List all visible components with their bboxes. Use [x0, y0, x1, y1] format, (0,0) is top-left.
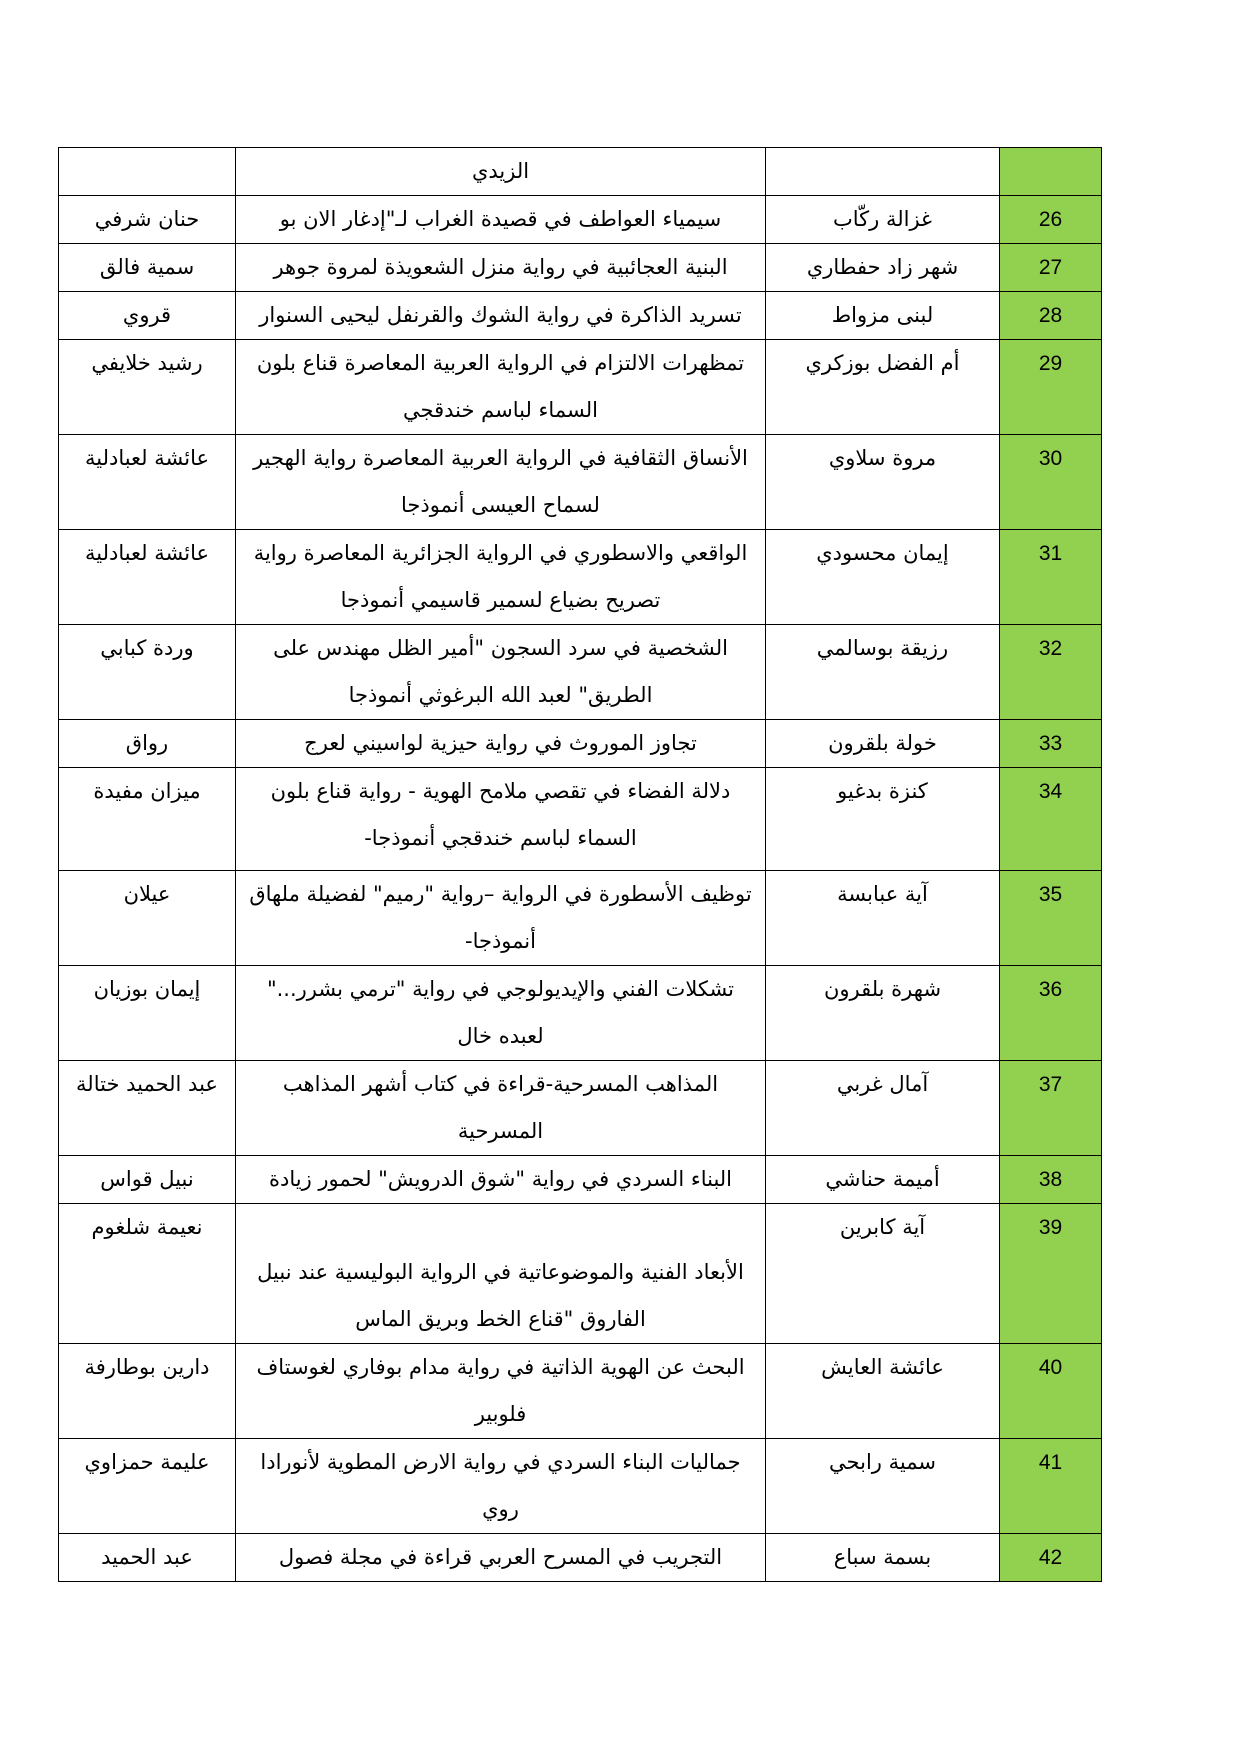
title-cell: تشكلات الفني والإيديولوجي في رواية "ترمي بشرر..." لعبده خال [236, 966, 766, 1061]
table-row [59, 1344, 1102, 1439]
supervisor-cell: حنان شرفي [59, 196, 236, 244]
student-cell: بسمة سباع [766, 1534, 1000, 1582]
table-row [59, 435, 1102, 530]
number-cell: 32 [1000, 625, 1102, 720]
table-row [59, 966, 1102, 1061]
table-row [59, 625, 1102, 720]
table-row [59, 871, 1102, 966]
title-cell: تسريد الذاكرة في رواية الشوك والقرنفل ليحيى السنوار [236, 292, 766, 340]
title-cell: دلالة الفضاء في تقصي ملامح الهوية - رواية قناع بلون السماء لباسم خندقجي أنموذجا- [236, 768, 766, 871]
student-cell [766, 148, 1000, 196]
student-cell: آمال غربي [766, 1061, 1000, 1156]
number-cell: 33 [1000, 720, 1102, 768]
table-row [59, 1439, 1102, 1534]
supervisor-cell: رواق [59, 720, 236, 768]
supervisor-cell: عبد الحميد [59, 1534, 236, 1582]
title-cell: الأبعاد الفنية والموضوعاتية في الرواية البوليسية عند نبيل الفاروق "قناع الخط وبريق الماس [236, 1204, 766, 1344]
student-cell: أم الفضل بوزكري [766, 340, 1000, 435]
table-row [59, 196, 1102, 244]
number-cell: 27 [1000, 244, 1102, 292]
student-cell: سمية رابحي [766, 1439, 1000, 1534]
supervisor-cell: وردة كبابي [59, 625, 236, 720]
supervisor-cell: رشيد خلايفي [59, 340, 236, 435]
number-cell: 37 [1000, 1061, 1102, 1156]
student-cell: غزالة ركّاب [766, 196, 1000, 244]
supervisor-cell: نعيمة شلغوم [59, 1204, 236, 1344]
student-cell: شهرة بلقرون [766, 966, 1000, 1061]
number-cell: 34 [1000, 768, 1102, 871]
number-cell: 26 [1000, 196, 1102, 244]
title-cell: البحث عن الهوية الذاتية في رواية مدام بوفاري لغوستاف فلوبير [236, 1344, 766, 1439]
number-cell: 35 [1000, 871, 1102, 966]
supervisor-cell: إيمان بوزيان [59, 966, 236, 1061]
supervisor-cell: عيلان [59, 871, 236, 966]
table-row [59, 292, 1102, 340]
table-row [59, 1061, 1102, 1156]
number-cell: 42 [1000, 1534, 1102, 1582]
number-cell: 31 [1000, 530, 1102, 625]
title-cell: الواقعي والاسطوري في الرواية الجزائرية المعاصرة رواية تصريح بضياع لسمير قاسيمي أنموذجا [236, 530, 766, 625]
number-cell [1000, 148, 1102, 196]
supervisor-cell: عائشة لعبادلية [59, 530, 236, 625]
table-row [59, 244, 1102, 292]
table-row [59, 768, 1102, 871]
number-cell: 28 [1000, 292, 1102, 340]
title-cell: الأنساق الثقافية في الرواية العربية المعاصرة رواية الهجير لسماح العيسى أنموذجا [236, 435, 766, 530]
table-row [59, 1156, 1102, 1204]
table-row [59, 1534, 1102, 1582]
student-cell: كنزة بدغيو [766, 768, 1000, 871]
student-cell: عائشة العايش [766, 1344, 1000, 1439]
number-cell: 30 [1000, 435, 1102, 530]
supervisor-cell: سمية فالق [59, 244, 236, 292]
table-row [59, 148, 1102, 196]
table-row [59, 530, 1102, 625]
supervisor-cell: ميزان مفيدة [59, 768, 236, 871]
student-cell: أميمة حناشي [766, 1156, 1000, 1204]
number-cell: 40 [1000, 1344, 1102, 1439]
student-cell: إيمان محسودي [766, 530, 1000, 625]
student-cell: مروة سلاوي [766, 435, 1000, 530]
title-cell: الزيدي [236, 148, 766, 196]
title-cell: سيمياء العواطف في قصيدة الغراب لـ"إدغار الان بو [236, 196, 766, 244]
supervisor-cell: عائشة لعبادلية [59, 435, 236, 530]
student-cell: آية عبابسة [766, 871, 1000, 966]
title-cell: تجاوز الموروث في رواية حيزية لواسيني لعرج [236, 720, 766, 768]
student-cell: لبنى مزواط [766, 292, 1000, 340]
student-cell: آية كابرين [766, 1204, 1000, 1344]
title-cell: البنية العجائبية في رواية منزل الشعويذة لمروة جوهر [236, 244, 766, 292]
supervisor-cell: دارين بوطارفة [59, 1344, 236, 1439]
table-row [59, 720, 1102, 768]
number-cell: 39 [1000, 1204, 1102, 1344]
number-cell: 38 [1000, 1156, 1102, 1204]
table-row [59, 340, 1102, 435]
title-cell: توظيف الأسطورة في الرواية –رواية "رميم" لفضيلة ملهاق أنموذجا- [236, 871, 766, 966]
supervisor-cell [59, 148, 236, 196]
title-cell: الشخصية في سرد السجون "أمير الظل مهندس على الطريق" لعبد الله البرغوثي أنموذجا [236, 625, 766, 720]
supervisor-cell: عبد الحميد ختالة [59, 1061, 236, 1156]
student-cell: خولة بلقرون [766, 720, 1000, 768]
student-cell: رزيقة بوسالمي [766, 625, 1000, 720]
number-cell: 29 [1000, 340, 1102, 435]
title-cell: التجريب في المسرح العربي قراءة في مجلة فصول [236, 1534, 766, 1582]
thesis-table [58, 147, 1102, 1582]
title-cell: جماليات البناء السردي في رواية الارض المطوية لأنورادا روي [236, 1439, 766, 1534]
supervisor-cell: عليمة حمزاوي [59, 1439, 236, 1534]
title-cell: المذاهب المسرحية-قراءة في كتاب أشهر المذاهب المسرحية [236, 1061, 766, 1156]
supervisor-cell: نبيل قواس [59, 1156, 236, 1204]
student-cell: شهر زاد حفطاري [766, 244, 1000, 292]
number-cell: 36 [1000, 966, 1102, 1061]
supervisor-cell: قروي [59, 292, 236, 340]
title-cell: البناء السردي في رواية "شوق الدرويش" لحمور زيادة [236, 1156, 766, 1204]
table-row [59, 1204, 1102, 1344]
title-cell: تمظهرات الالتزام في الرواية العربية المعاصرة قناع بلون السماء لباسم خندقجي [236, 340, 766, 435]
number-cell: 41 [1000, 1439, 1102, 1534]
table-body [59, 148, 1102, 1582]
